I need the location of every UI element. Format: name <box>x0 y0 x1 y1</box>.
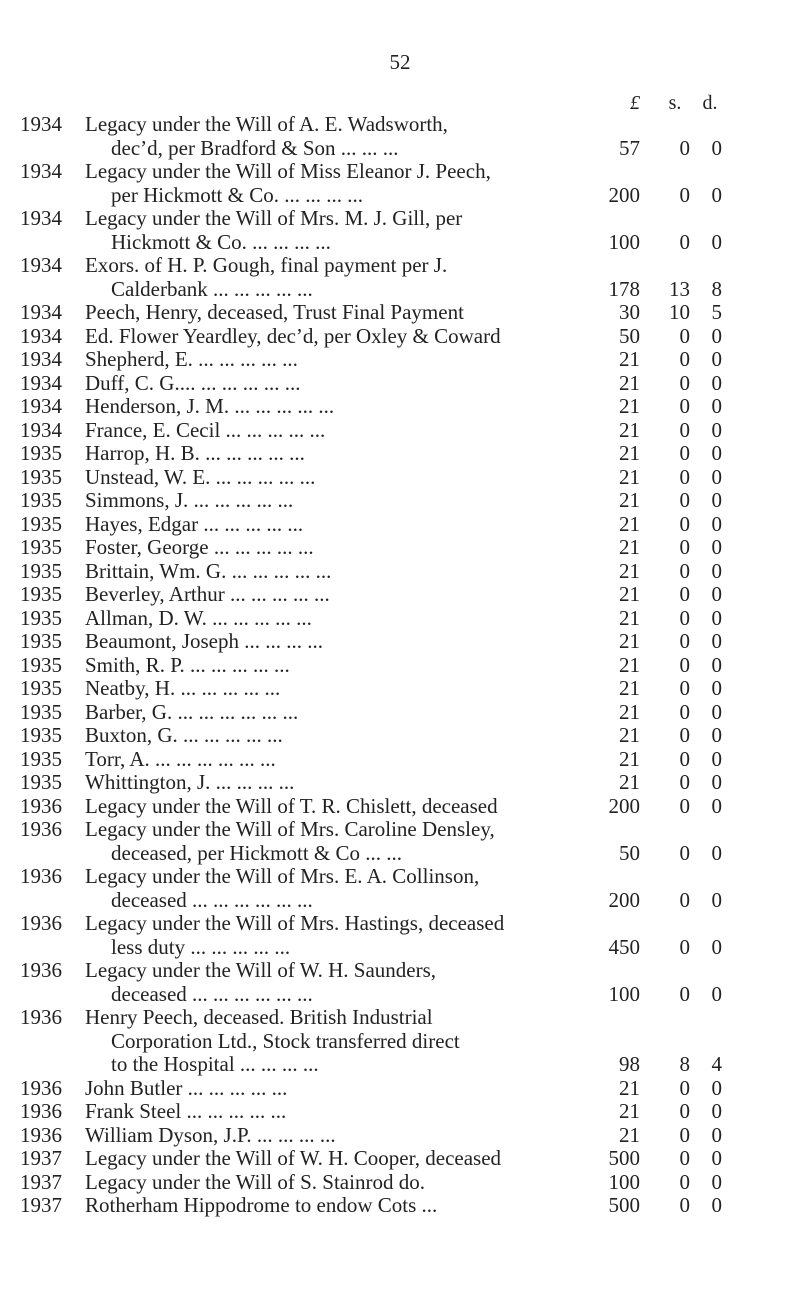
amount-pounds: 21 <box>619 770 640 794</box>
entry-year: 1934 <box>20 300 62 324</box>
entry-description: Foster, George ... ... ... ... ... <box>85 536 314 559</box>
amount-pence: 0 <box>711 934 722 959</box>
entry-year: 1935 <box>20 699 62 724</box>
amount-shillings: 0 <box>679 1122 690 1147</box>
entry-description: Allman, D. W. ... ... ... ... ... <box>85 606 312 630</box>
entry-first-line <box>0 1171 800 1195</box>
amount-shillings: 13 <box>669 276 690 301</box>
ledger-entry <box>0 1194 800 1218</box>
ledger-entry <box>0 395 800 419</box>
entry-year: 1937 <box>20 1193 62 1217</box>
entry-year: 1935 <box>20 676 62 700</box>
amount-pence: 0 <box>711 699 722 724</box>
entry-first-line <box>0 795 800 819</box>
amount-pounds: 450 <box>608 934 640 959</box>
entry-year: 1935 <box>20 746 62 771</box>
entry-description: John Butler ... ... ... ... ... <box>85 1076 288 1100</box>
amount-shillings: 0 <box>679 1099 690 1123</box>
ledger-entry <box>0 959 800 1006</box>
entry-first-line <box>0 1147 800 1171</box>
amount-shillings: 0 <box>679 629 690 653</box>
amount-pounds: 21 <box>619 746 640 771</box>
amount-pence: 0 <box>711 605 722 630</box>
entry-first-line <box>0 677 800 701</box>
entry-description: Ed. Flower Yeardley, dec’d, per Oxley & Coward <box>85 324 501 348</box>
entry-first-line <box>0 442 800 466</box>
amount-pounds: 200 <box>608 793 640 818</box>
amount-pounds: 21 <box>619 605 640 630</box>
entry-description: Henderson, J. M. ... ... ... ... ... <box>85 395 335 418</box>
amount-shillings: 0 <box>679 1193 690 1217</box>
amount-pence: 0 <box>711 441 722 465</box>
entry-first-line <box>0 536 800 560</box>
entry-description: Legacy under the Will of W. H. Cooper, deceased <box>85 1147 502 1170</box>
ledger-entry <box>0 442 800 466</box>
entry-first-line <box>0 1194 800 1218</box>
amount-shillings: 0 <box>679 605 690 630</box>
entry-description: Legacy under the Will of A. E. Wadsworth, <box>85 113 448 136</box>
entry-year: 1936 <box>20 793 62 818</box>
amount-pence: 8 <box>711 276 722 301</box>
amount-shillings: 0 <box>679 676 690 700</box>
amount-shillings: 0 <box>679 770 690 794</box>
amount-pounds: 21 <box>619 558 640 583</box>
entry-first-line <box>0 748 800 772</box>
entry-first-line <box>0 959 800 983</box>
amount-pence: 0 <box>711 793 722 818</box>
ledger-entry <box>0 795 800 819</box>
entry-description: Beaumont, Joseph ... ... ... ... <box>85 630 323 653</box>
amount-shillings: 0 <box>679 535 690 559</box>
entry-description: Calderbank ... ... ... ... ... <box>111 277 313 301</box>
entry-first-line <box>0 1124 800 1148</box>
ledger-entry <box>0 607 800 631</box>
amount-pounds: 50 <box>619 323 640 348</box>
entry-year: 1936 <box>20 1005 62 1029</box>
entry-year: 1934 <box>20 323 62 348</box>
amount-pence: 0 <box>711 464 722 489</box>
ledger-entry <box>0 325 800 349</box>
ledger-entry <box>0 113 800 160</box>
amount-shillings: 0 <box>679 441 690 465</box>
ledger-entry <box>0 466 800 490</box>
entry-description: Legacy under the Will of Mrs. E. A. Collinson, <box>85 865 480 888</box>
entry-first-line <box>0 301 800 325</box>
entry-description: Neatby, H. ... ... ... ... ... <box>85 677 281 700</box>
amount-pence: 0 <box>711 417 722 442</box>
entry-description: Rotherham Hippodrome to endow Cots ... <box>85 1194 438 1217</box>
ledger-entry <box>0 536 800 560</box>
entry-description: Corporation Ltd., Stock transferred direct <box>111 1029 460 1053</box>
amount-pounds: 21 <box>619 417 640 442</box>
amount-shillings: 0 <box>679 887 690 912</box>
amount-pounds: 500 <box>608 1146 640 1170</box>
ledger-entry <box>0 348 800 372</box>
entry-year: 1934 <box>20 417 62 442</box>
entry-description: Barber, G. ... ... ... ... ... ... <box>85 700 299 724</box>
ledger-entry <box>0 1124 800 1148</box>
amount-pounds: 50 <box>619 840 640 865</box>
donations-list <box>0 113 800 1218</box>
amount-shillings: 0 <box>679 652 690 677</box>
entry-year: 1936 <box>20 958 62 982</box>
amount-pounds: 21 <box>619 441 640 465</box>
entry-year: 1936 <box>20 1075 62 1100</box>
amount-pence: 0 <box>711 511 722 536</box>
amount-shillings: 0 <box>679 840 690 865</box>
amount-pounds: 500 <box>608 1193 640 1217</box>
entry-first-line <box>0 207 800 231</box>
amount-pence: 0 <box>711 676 722 700</box>
entry-description: Legacy under the Will of Mrs. Caroline Densley, <box>85 818 495 841</box>
entry-first-line <box>0 254 800 278</box>
entry-year: 1934 <box>20 347 62 371</box>
entry-description: William Dyson, J.P. ... ... ... ... <box>85 1123 336 1147</box>
amount-pence: 0 <box>711 535 722 559</box>
entry-first-line <box>0 395 800 419</box>
entry-description: Legacy under the Will of W. H. Saunders, <box>85 959 437 982</box>
entry-description: deceased ... ... ... ... ... ... <box>111 888 313 912</box>
ledger-entry <box>0 254 800 301</box>
amount-pounds: 21 <box>619 582 640 606</box>
entry-first-line <box>0 654 800 678</box>
entry-continuation-line <box>0 278 800 302</box>
entry-year: 1935 <box>20 441 62 465</box>
entry-description: Legacy under the Will of Miss Eleanor J. Peech, <box>85 160 491 183</box>
entry-description: Duff, C. G.... ... ... ... ... ... <box>85 371 301 395</box>
entry-description: Harrop, H. B. ... ... ... ... ... <box>85 442 305 465</box>
amount-pounds: 21 <box>619 676 640 700</box>
entry-description: Frank Steel ... ... ... ... ... <box>85 1100 287 1123</box>
amount-pence: 0 <box>711 1169 722 1194</box>
amount-shillings: 8 <box>679 1052 690 1076</box>
amount-shillings: 0 <box>679 323 690 348</box>
ledger-entry <box>0 513 800 537</box>
entry-first-line <box>0 865 800 889</box>
amount-shillings: 0 <box>679 1075 690 1100</box>
ledger-entry <box>0 771 800 795</box>
amount-pounds: 21 <box>619 394 640 418</box>
amount-pence: 0 <box>711 1122 722 1147</box>
amount-pounds: 21 <box>619 1075 640 1100</box>
ledger-entry <box>0 1077 800 1101</box>
entry-description: Peech, Henry, deceased, Trust Final Payment <box>85 301 464 324</box>
amount-pence: 0 <box>711 135 722 160</box>
entry-year: 1934 <box>20 253 62 277</box>
amount-pence: 0 <box>711 370 722 395</box>
entry-description: Hayes, Edgar ... ... ... ... ... <box>85 512 304 536</box>
entry-year: 1935 <box>20 723 62 747</box>
amount-pounds: 21 <box>619 347 640 371</box>
entry-first-line <box>0 771 800 795</box>
amount-pence: 0 <box>711 347 722 371</box>
amount-shillings: 0 <box>679 981 690 1006</box>
ledger-entry <box>0 630 800 654</box>
entry-continuation-line <box>0 231 800 255</box>
amount-pence: 0 <box>711 323 722 348</box>
entry-year: 1935 <box>20 605 62 630</box>
amount-pounds: 100 <box>608 229 640 254</box>
amount-shillings: 0 <box>679 464 690 489</box>
amount-pence: 0 <box>711 182 722 207</box>
amount-pounds: 21 <box>619 723 640 747</box>
entry-year: 1935 <box>20 582 62 606</box>
entry-description: Legacy under the Will of S. Stainrod do. <box>85 1170 425 1194</box>
amount-pence: 5 <box>711 300 722 324</box>
amount-shillings: 0 <box>679 394 690 418</box>
amount-pounds: 200 <box>608 887 640 912</box>
ledger-entry <box>0 865 800 912</box>
amount-shillings: 0 <box>679 135 690 160</box>
entry-year: 1935 <box>20 770 62 794</box>
entry-description: Torr, A. ... ... ... ... ... ... <box>85 747 276 771</box>
ledger-entry <box>0 1006 800 1077</box>
amount-pence: 0 <box>711 582 722 606</box>
amount-shillings: 0 <box>679 1146 690 1170</box>
entry-continuation-line <box>0 889 800 913</box>
entry-description: Buxton, G. ... ... ... ... ... <box>85 724 283 747</box>
entry-year: 1936 <box>20 1099 62 1123</box>
entry-year: 1935 <box>20 511 62 536</box>
amount-shillings: 0 <box>679 511 690 536</box>
entry-description: deceased, per Hickmott & Co ... ... <box>111 841 403 865</box>
amount-shillings: 10 <box>669 300 690 324</box>
amount-shillings: 0 <box>679 699 690 724</box>
amount-pounds: 21 <box>619 699 640 724</box>
entry-year: 1935 <box>20 535 62 559</box>
entry-description: dec’d, per Bradford & Son ... ... ... <box>111 136 399 160</box>
amount-pence: 0 <box>711 1193 722 1217</box>
amount-pounds: 21 <box>619 488 640 512</box>
entry-description: Smith, R. P. ... ... ... ... ... <box>85 653 290 677</box>
entry-year: 1935 <box>20 464 62 489</box>
entry-first-line <box>0 701 800 725</box>
amount-pounds: 100 <box>608 981 640 1006</box>
amount-shillings: 0 <box>679 934 690 959</box>
ledger-entry <box>0 160 800 207</box>
entry-year: 1934 <box>20 112 62 136</box>
entry-first-line <box>0 912 800 936</box>
amount-pence: 0 <box>711 1146 722 1170</box>
amount-pence: 0 <box>711 887 722 912</box>
amount-pounds: 21 <box>619 1099 640 1123</box>
ledger-entry <box>0 419 800 443</box>
entry-continuation-line <box>0 137 800 161</box>
amount-shillings: 0 <box>679 1169 690 1194</box>
amount-pence: 0 <box>711 746 722 771</box>
ledger-entry <box>0 560 800 584</box>
entry-year: 1934 <box>20 394 62 418</box>
pence-column-header: d. <box>702 92 718 114</box>
amount-shillings: 0 <box>679 370 690 395</box>
entry-description: Henry Peech, deceased. British Industrial <box>85 1006 433 1029</box>
entry-first-line <box>0 325 800 349</box>
amount-pence: 0 <box>711 770 722 794</box>
entry-continuation-line <box>0 983 800 1007</box>
entry-first-line <box>0 489 800 513</box>
amount-pounds: 21 <box>619 1122 640 1147</box>
entry-first-line <box>0 160 800 184</box>
entry-year: 1936 <box>20 1122 62 1147</box>
amount-pounds: 21 <box>619 511 640 536</box>
entry-continuation-line <box>0 1030 800 1054</box>
amount-pounds: 21 <box>619 464 640 489</box>
ledger-entry <box>0 701 800 725</box>
entry-year: 1937 <box>20 1169 62 1194</box>
entry-year: 1935 <box>20 558 62 583</box>
entry-first-line <box>0 513 800 537</box>
amount-pence: 0 <box>711 1099 722 1123</box>
amount-shillings: 0 <box>679 488 690 512</box>
entry-description: Unstead, W. E. ... ... ... ... ... <box>85 465 316 489</box>
entry-first-line <box>0 607 800 631</box>
ledger-entry <box>0 1147 800 1171</box>
amount-shillings: 0 <box>679 582 690 606</box>
pounds-column-header: £ <box>630 92 640 114</box>
entry-year: 1934 <box>20 370 62 395</box>
amount-pounds: 30 <box>619 300 640 324</box>
ledger-entry <box>0 724 800 748</box>
entry-year: 1936 <box>20 864 62 888</box>
ledger-entry <box>0 677 800 701</box>
amount-pounds: 178 <box>608 276 640 301</box>
entry-year: 1934 <box>20 159 62 183</box>
entry-year: 1936 <box>20 911 62 935</box>
amount-pounds: 21 <box>619 535 640 559</box>
amount-pence: 0 <box>711 229 722 254</box>
amount-pounds: 21 <box>619 370 640 395</box>
entry-year: 1935 <box>20 652 62 677</box>
ledger-entry <box>0 1171 800 1195</box>
entry-description: Brittain, Wm. G. ... ... ... ... ... <box>85 559 332 583</box>
amount-pence: 0 <box>711 840 722 865</box>
amount-pence: 4 <box>711 1052 722 1076</box>
shillings-column-header: s. <box>668 92 682 114</box>
entry-description: per Hickmott & Co. ... ... ... ... <box>111 183 363 207</box>
entry-first-line <box>0 372 800 396</box>
amount-shillings: 0 <box>679 417 690 442</box>
entry-first-line <box>0 113 800 137</box>
amount-shillings: 0 <box>679 182 690 207</box>
ledger-entry <box>0 489 800 513</box>
amount-pounds: 21 <box>619 629 640 653</box>
entry-first-line <box>0 630 800 654</box>
ledger-entry <box>0 748 800 772</box>
entry-year: 1935 <box>20 488 62 512</box>
entry-first-line <box>0 466 800 490</box>
page-number: 52 <box>389 50 411 74</box>
amount-pence: 0 <box>711 1075 722 1100</box>
entry-description: Exors. of H. P. Gough, final payment per J. <box>85 254 448 277</box>
entry-year: 1935 <box>20 629 62 653</box>
entry-description: Beverley, Arthur ... ... ... ... ... <box>85 583 330 606</box>
ledger-entry <box>0 912 800 959</box>
ledger-entry <box>0 207 800 254</box>
ledger-entry <box>0 583 800 607</box>
entry-description: to the Hospital ... ... ... ... <box>111 1053 319 1076</box>
amount-pence: 0 <box>711 723 722 747</box>
ledger-entry <box>0 818 800 865</box>
entry-description: Simmons, J. ... ... ... ... ... <box>85 489 294 512</box>
entry-continuation-line <box>0 1053 800 1077</box>
amount-shillings: 0 <box>679 723 690 747</box>
ledger-entry <box>0 1100 800 1124</box>
entry-description: Shepherd, E. ... ... ... ... ... <box>85 348 298 371</box>
amount-pounds: 100 <box>608 1169 640 1194</box>
ledger-entry <box>0 372 800 396</box>
amount-shillings: 0 <box>679 558 690 583</box>
amount-pence: 0 <box>711 488 722 512</box>
entry-description: deceased ... ... ... ... ... ... <box>111 982 313 1006</box>
entry-first-line <box>0 583 800 607</box>
amount-pounds: 21 <box>619 652 640 677</box>
amount-pounds: 57 <box>619 135 640 160</box>
entry-first-line <box>0 1077 800 1101</box>
amount-shillings: 0 <box>679 793 690 818</box>
amount-pence: 0 <box>711 629 722 653</box>
amount-shillings: 0 <box>679 229 690 254</box>
entry-continuation-line <box>0 842 800 866</box>
amount-shillings: 0 <box>679 347 690 371</box>
amount-pounds: 98 <box>619 1052 640 1076</box>
amount-pence: 0 <box>711 652 722 677</box>
entry-first-line <box>0 1100 800 1124</box>
amount-pounds: 200 <box>608 182 640 207</box>
entry-first-line <box>0 724 800 748</box>
entry-year: 1934 <box>20 206 62 230</box>
entry-first-line <box>0 1006 800 1030</box>
entry-first-line <box>0 348 800 372</box>
entry-first-line <box>0 419 800 443</box>
entry-continuation-line <box>0 184 800 208</box>
amount-pence: 0 <box>711 558 722 583</box>
entry-first-line <box>0 818 800 842</box>
ledger-entry <box>0 654 800 678</box>
amount-pence: 0 <box>711 981 722 1006</box>
entry-description: less duty ... ... ... ... ... <box>111 935 291 959</box>
ledger-entry <box>0 301 800 325</box>
entry-description: Whittington, J. ... ... ... ... <box>85 771 295 794</box>
amount-shillings: 0 <box>679 746 690 771</box>
entry-first-line <box>0 560 800 584</box>
entry-year: 1936 <box>20 817 62 841</box>
entry-year: 1937 <box>20 1146 62 1170</box>
entry-continuation-line <box>0 936 800 960</box>
entry-description: Legacy under the Will of Mrs. M. J. Gill, per <box>85 207 463 230</box>
entry-description: Legacy under the Will of Mrs. Hastings, deceased <box>85 912 505 935</box>
amount-pence: 0 <box>711 394 722 418</box>
entry-description: Legacy under the Will of T. R. Chislett, deceased <box>85 794 498 818</box>
entry-description: Hickmott & Co. ... ... ... ... <box>111 230 331 254</box>
entry-description: France, E. Cecil ... ... ... ... ... <box>85 418 326 442</box>
